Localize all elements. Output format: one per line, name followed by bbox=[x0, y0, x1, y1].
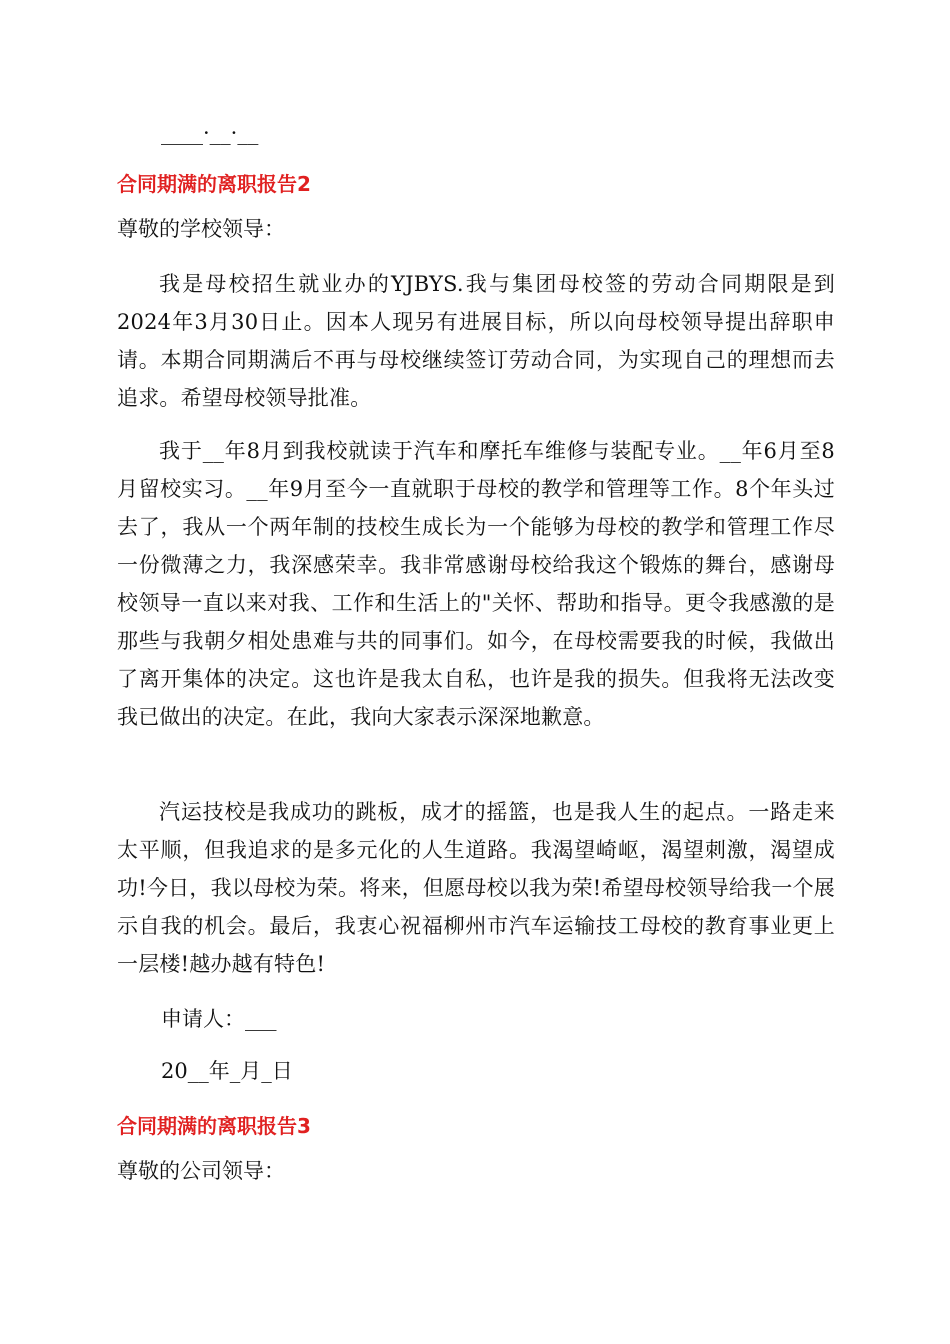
section-2-paragraph-3: 汽运技校是我成功的跳板，成才的摇篮，也是我人生的起点。一路走来太平顺，但我追求的是多元化的人生道路。我渴望崎岖，渴望刺激，渴望成功!今日，我以母校为荣。将来，但愿母校以我为荣!希望母校领导给我一个展示自我的机会。最后，我衷心祝福柳州市汽车运输技工母校的教育事业更上一层楼!越办越有特色! bbox=[117, 800, 835, 976]
date-blank-line: ____·__·__ bbox=[161, 121, 259, 145]
section-2-paragraph-1: 我是母校招生就业办的YJBYS.我与集团母校签的劳动合同期限是到2024年3月30日止。因本人现另有进展目标，所以向母校领导提出辞职申请。本期合同期满后不再与母校继续签订劳动合同，为实现自己的理想而去追求。希望母校领导批准。 bbox=[117, 272, 835, 410]
section-2-title: 合同期满的离职报告2 bbox=[117, 172, 311, 196]
section-2-paragraph-2: 我于__年8月到我校就读于汽车和摩托车维修与装配专业。__年6月至8月留校实习。__年9月至今一直就职于母校的教学和管理等工作。8个年头过去了，我从一个两年制的技校生成长为一个能够为母校的教学和管理工作尽一份微薄之力，我深感荣幸。我非常感谢母校给我这个锻炼的舞台，感谢母校领导一直以来对我、工作和生活上的"关怀、帮助和指导。更令我感激的是那些与我朝夕相处患难与共的同事们。如今，在母校需要我的时候，我做出了离开集体的决定。这也许是我太自私，也许是我的损失。但我将无法改变我已做出的决定。在此，我向大家表示深深地歉意。 bbox=[117, 439, 835, 729]
section-3-salutation: 尊敬的公司领导： bbox=[117, 1159, 285, 1183]
section-3-title: 合同期满的离职报告3 bbox=[117, 1114, 311, 1138]
date-line: 20__年_月_日 bbox=[161, 1059, 293, 1083]
section-2-salutation: 尊敬的学校领导： bbox=[117, 217, 285, 241]
applicant-line: 申请人：___ bbox=[161, 1007, 277, 1031]
